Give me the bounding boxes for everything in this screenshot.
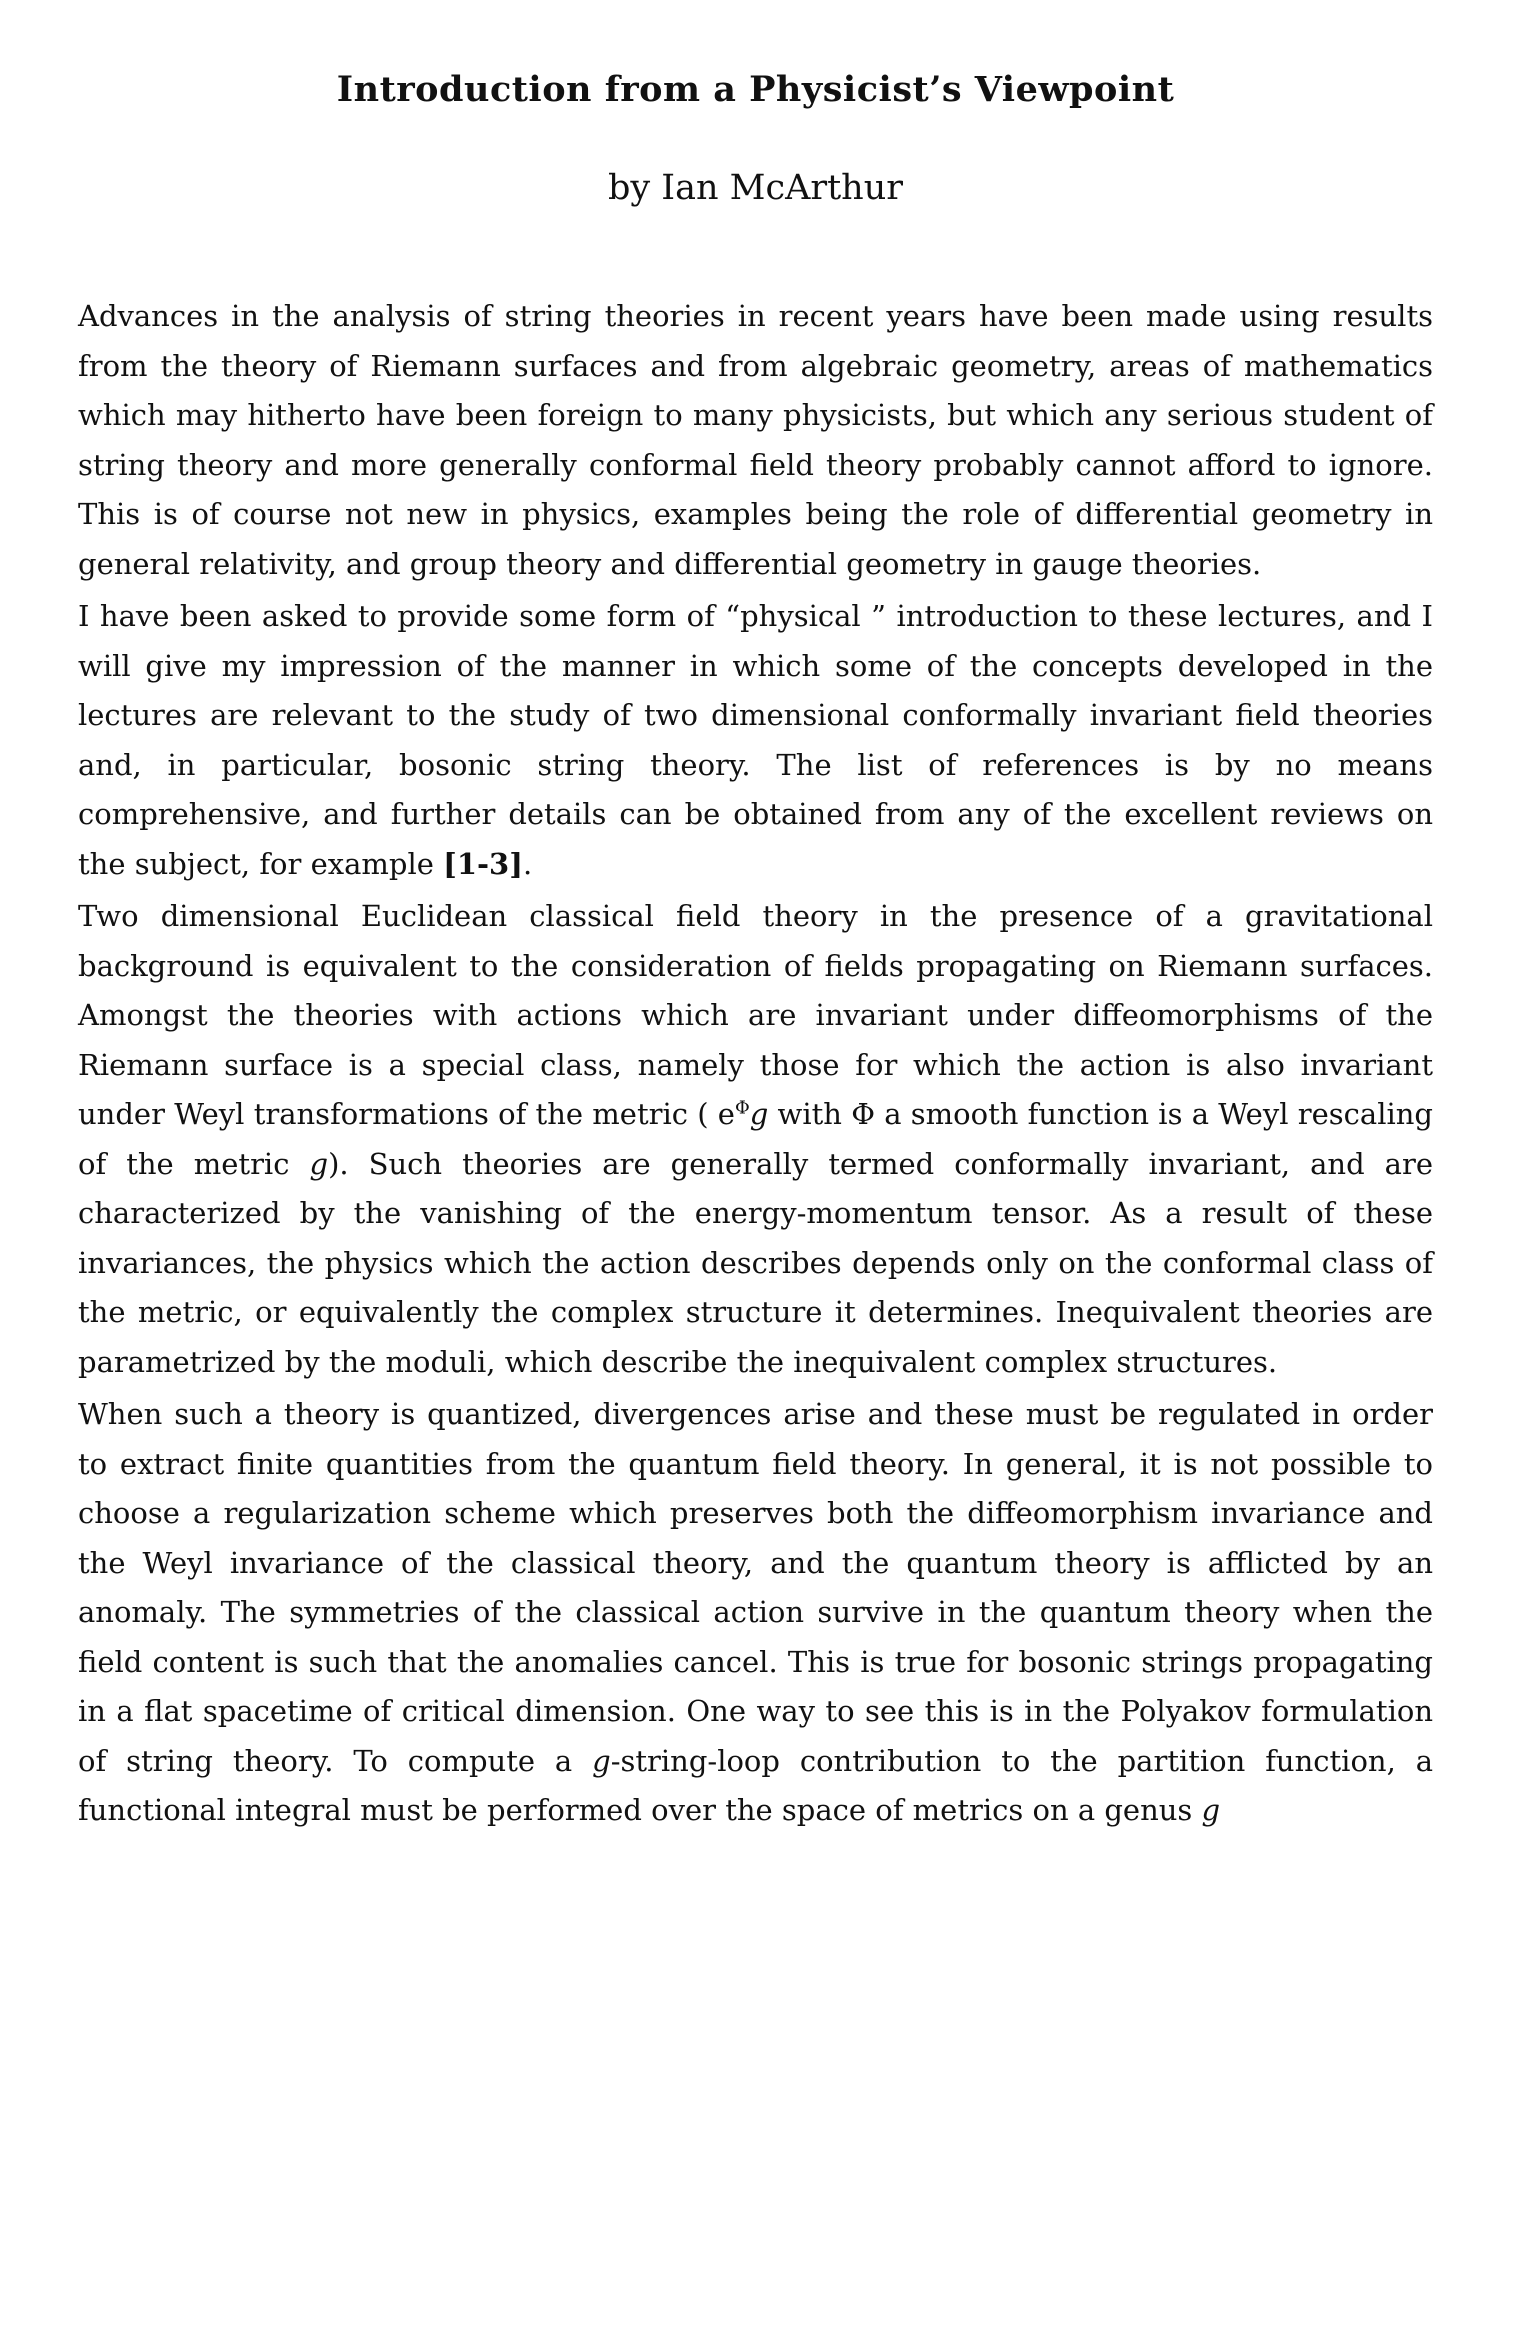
- paragraph-3-text-b: with Φ a smooth function is a Weyl rescaling of the metric: [78, 1097, 1433, 1181]
- reference-citation: [1-3]: [443, 846, 523, 881]
- paragraph-1: [78, 292, 1433, 589]
- author-byline: by Ian McArthur: [608, 168, 903, 208]
- document-title: Introduction from a Physicist’s Viewpoint: [336, 69, 1175, 110]
- phi-superscript: Φ: [734, 1097, 750, 1119]
- paragraph-2-text: I have been asked to provide some form of “physical ” introduction to these lectures, and I will give my impression of the manner in which some of the concepts developed in the lectures are relevant to the study of two dimensional conformally invariant field theories and, in particular, bosonic string theory. The list of references is by no means comprehensive, and further details can be obtained from any of the excellent reviews on the subject, for example: [78, 599, 1433, 881]
- paragraph-3-text: Two dimensional Euclidean classical field theory in the presence of a gravitational background is equivalent to the consideration of fields propagating on Riemann surfaces. Amongst the theories with actions which are invariant under diffeomorphisms of the Riemann surface is a special class, namely those for which the action is also invariant under Weyl transformations of the metric ( e: [78, 899, 1433, 1131]
- paragraph-3-text-c: ). Such theories are generally termed conformally invariant, and are characterized by the vanishing of the energy-momentum tensor. As a result of these invariances, the physics which the action describes depends only on the conformal class of the metric, or equivalently the complex structure it determines. Inequivalent theories are parametrized by the moduli, which describe the inequivalent complex structures.: [78, 1146, 1433, 1379]
- paragraph-2: [78, 592, 1433, 889]
- paragraph-2-end: .: [522, 846, 533, 881]
- paragraph-1-text: Advances in the analysis of string theories in recent years have been made using results from the theory of Riemann surfaces and from algebraic geometry, areas of mathematics which may hitherto have been foreign to many physicists, but which any serious student of string theory and more generally conformal field theory probably cannot afford to ignore. This is of course not new in physics, examples being the role of differential geometry in general relativity, and group theory and differential geometry in gauge theories.: [78, 299, 1433, 581]
- genus-symbol-2: g: [1201, 1793, 1221, 1827]
- document-body: [78, 292, 1433, 1836]
- paragraph-4-text: When such a theory is quantized, divergences arise and these must be regulated in order to extract finite quantities from the quantum field theory. In general, it is not possible to choose a regularization scheme which preserves both the diffeomorphism invariance and the Weyl invariance of the classical theory, and the quantum theory is afflicted by an anomaly. The symmetries of the classical action survive in the quantum theory when the field content is such that the anomalies cancel. This is true for bosonic strings propagating in a flat spacetime of critical dimension. One way to see this is in the Polyakov formulation of string theory. To compute a: [78, 1397, 1433, 1778]
- paragraph-4: [78, 1390, 1433, 1836]
- genus-symbol: g: [592, 1743, 611, 1778]
- paragraph-3: [78, 892, 1433, 1387]
- document-page: [78, 60, 1433, 1839]
- metric-symbol-2: g: [309, 1146, 329, 1181]
- metric-symbol: g: [749, 1097, 769, 1131]
- paragraph-4-text-b: -string-loop contribution to the partition function, a functional integral must be performed over the space of metrics on a genus: [78, 1743, 1433, 1827]
